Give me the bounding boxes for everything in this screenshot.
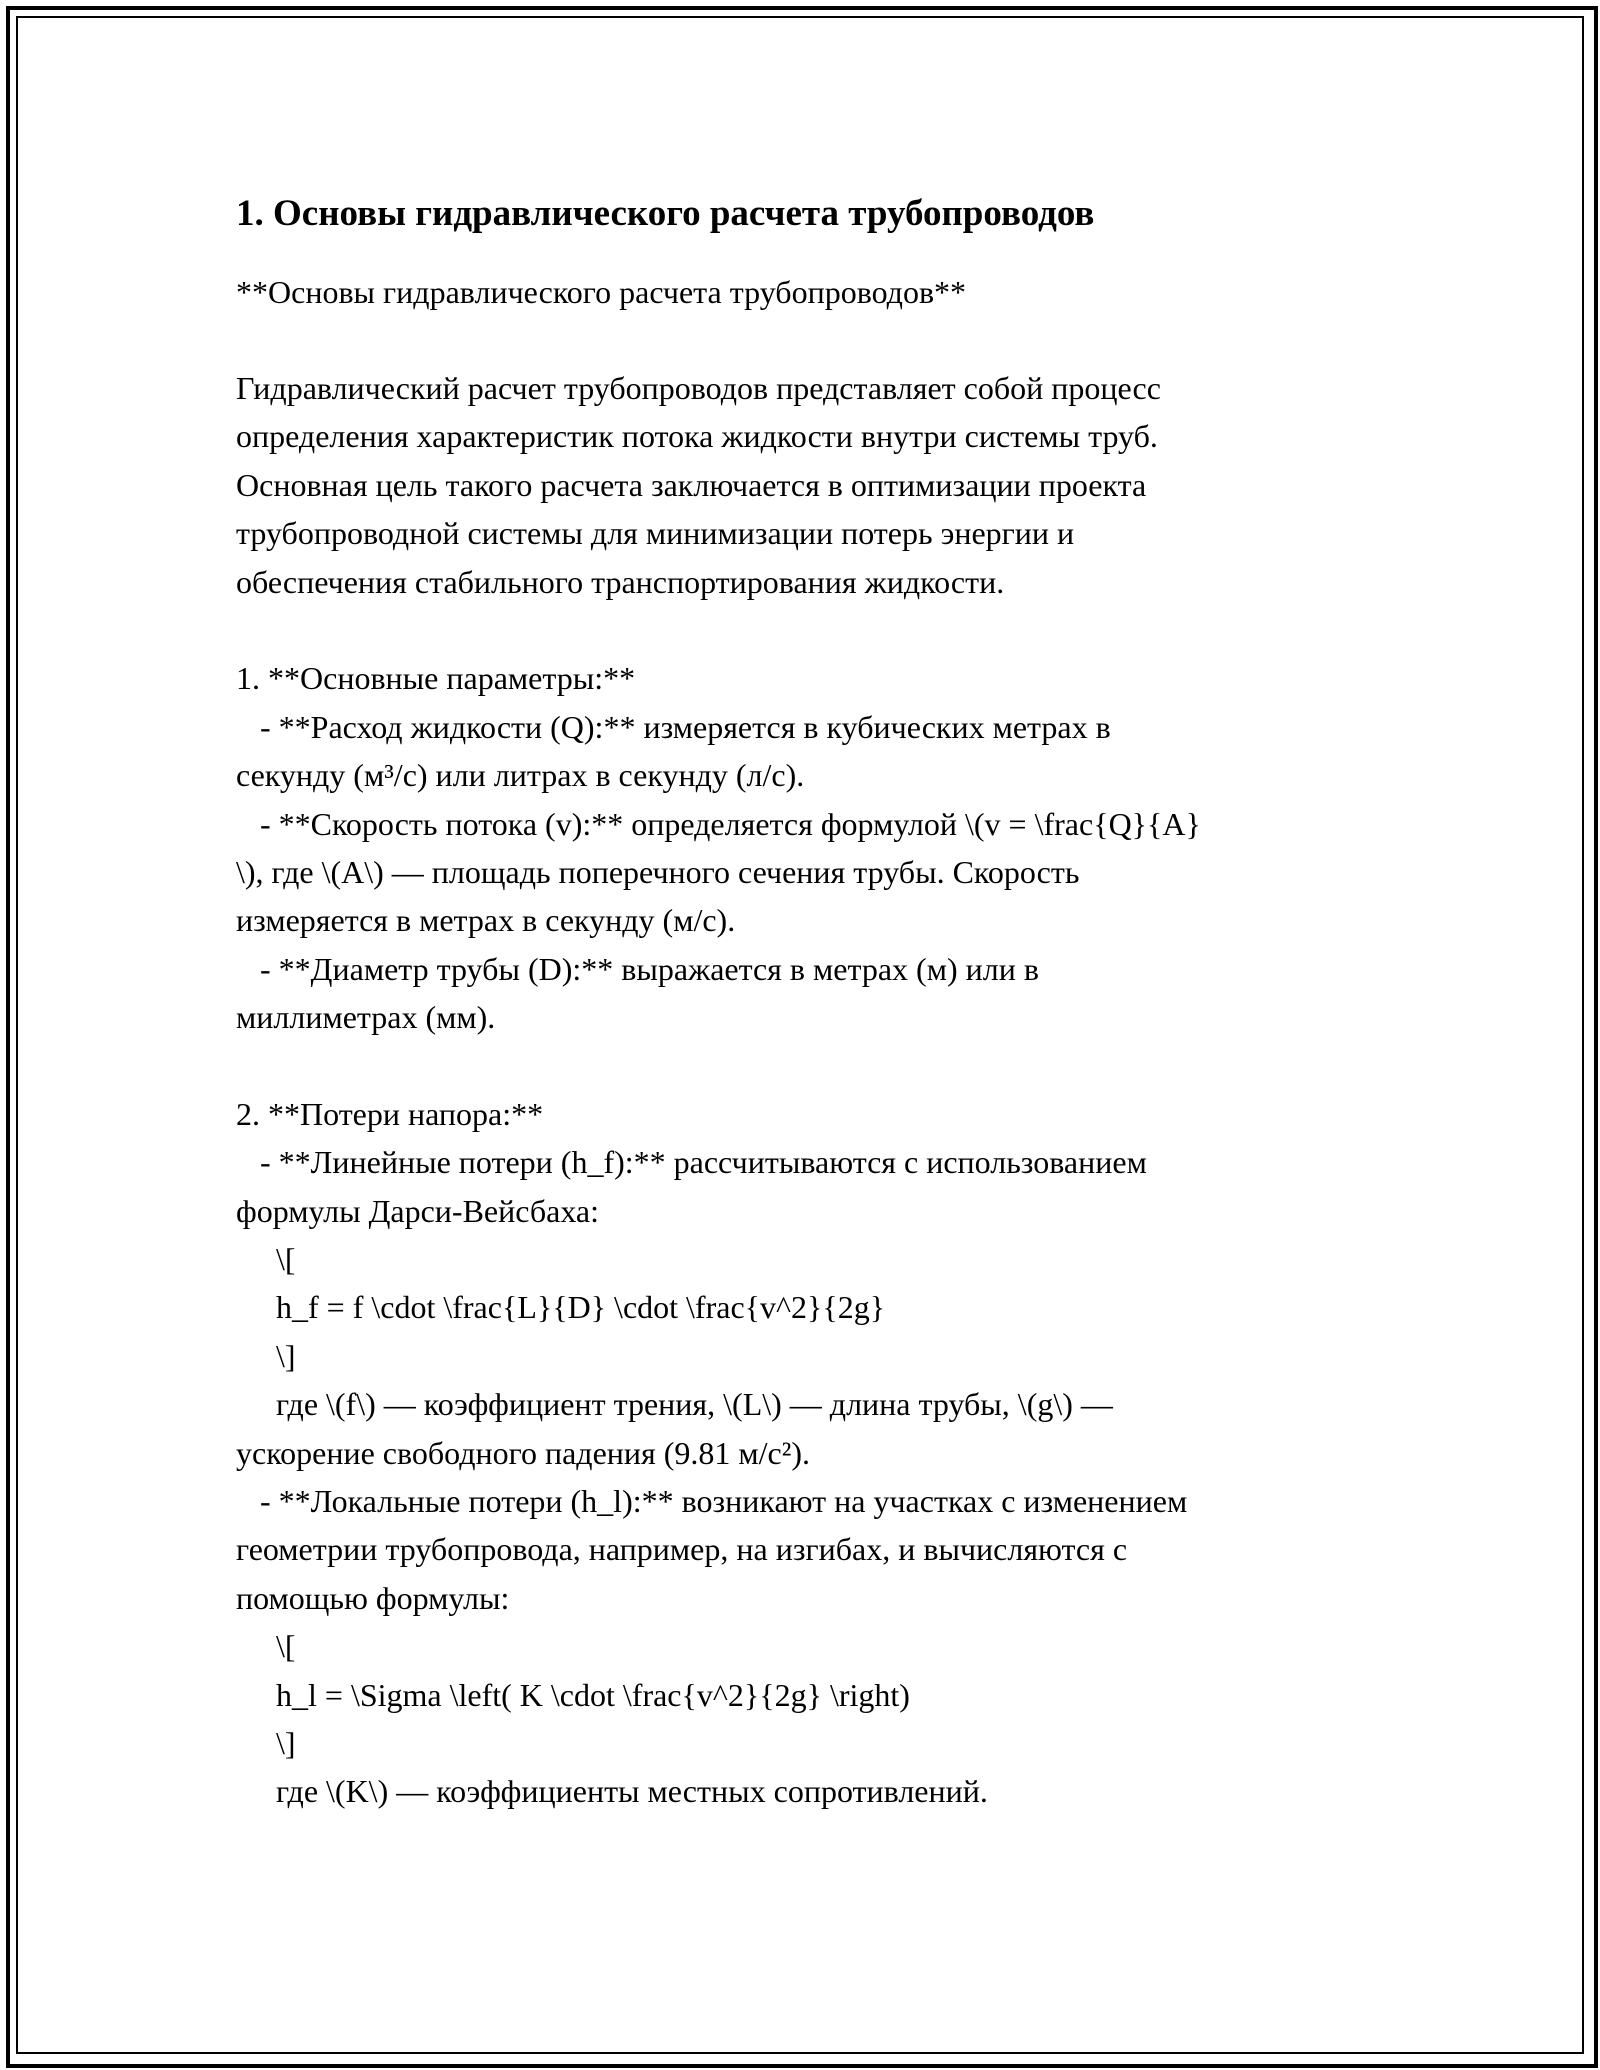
text-line: трубопроводной системы для минимизации потерь энергии и — [236, 515, 1075, 552]
section-subtitle: **Основы гидравлического расчета трубопроводов** — [236, 274, 967, 310]
section-heading: 1. Основы гидравлического расчета трубопроводов — [236, 193, 1095, 234]
text-line: \), где \(A\) — площадь поперечного сечения трубы. Скорость — [236, 853, 1080, 890]
text-line: ускорение свободного падения (9.81 м/с²). — [236, 1434, 810, 1471]
document-page — [236, 190, 1396, 1816]
text-line: - **Расход жидкости (Q):** измеряется в кубических метрах в — [236, 708, 1111, 745]
text-line: формулы Дарси-Вейсбаха: — [236, 1192, 599, 1229]
text-line — [236, 606, 1396, 654]
text-line: \] — [236, 1337, 296, 1374]
text-line: где \(K\) — коэффициенты местных сопротивлений. — [236, 1773, 988, 1810]
text-line: - **Локальные потери (h_l):** возникают на участках с изменением — [236, 1482, 1188, 1519]
text-line: - **Диаметр трубы (D):** выражается в метрах (м) или в — [236, 950, 1039, 987]
text-line: миллиметрах (мм). — [236, 999, 496, 1036]
text-line: где \(f\) — коэффициент трения, \(L\) — длина трубы, \(g\) — — [236, 1386, 1113, 1423]
text-line: - **Линейные потери (h_f):** рассчитываются с использованием — [236, 1144, 1147, 1181]
text-line: 2. **Потери напора:** — [236, 1095, 544, 1132]
text-line: h_f = f \cdot \frac{L}{D} \cdot \frac{v^2}{2g} — [236, 1289, 886, 1326]
text-line: помощью формулы: — [236, 1579, 510, 1616]
text-line: Гидравлический расчет трубопроводов представляет собой процесс — [236, 370, 1161, 406]
text-line: \[ — [236, 1241, 296, 1278]
text-line: h_l = \Sigma \left( K \cdot \frac{v^2}{2g} \right) — [236, 1676, 910, 1713]
text-line — [236, 1041, 1396, 1089]
text-line: определения характеристик потока жидкости внутри системы труб. — [236, 418, 1158, 455]
text-line: \] — [236, 1724, 296, 1761]
text-line: \[ — [236, 1628, 296, 1665]
text-line: - **Скорость потока (v):** определяется формулой \(v = \frac{Q}{A} — [236, 805, 1201, 842]
text-line: Основная цель такого расчета заключается в оптимизации проекта — [236, 466, 1147, 503]
text-line: измеряется в метрах в секунду (м/с). — [236, 902, 736, 939]
text-line: геометрии трубопровода, например, на изгибах, и вычисляются с — [236, 1531, 1128, 1568]
text-line: 1. **Основные параметры:** — [236, 660, 636, 697]
text-line: секунду (м³/с) или литрах в секунду (л/с). — [236, 757, 805, 794]
text-line: обеспечения стабильного транспортирования жидкости. — [236, 563, 1005, 600]
document-body — [236, 364, 1396, 1816]
